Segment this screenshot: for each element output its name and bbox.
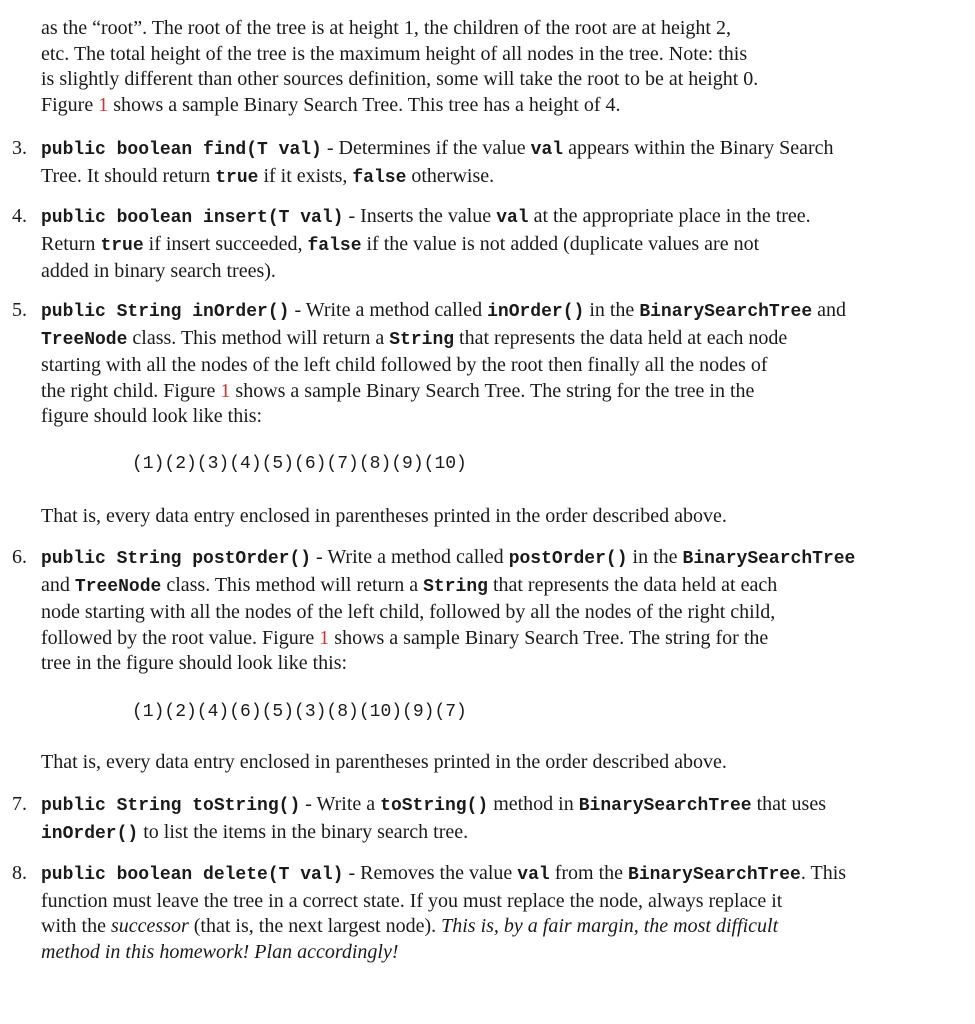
item-number: 6.	[12, 546, 27, 568]
method-signature: public boolean insert(T val)	[41, 208, 344, 228]
intro-line-1: as the “root”. The root of the tree is at height 1, the children of the root are at height 2,	[41, 17, 731, 39]
intro-paragraph	[41, 16, 913, 118]
inorder-explanation: That is, every data entry enclosed in parentheses printed in the order described above.	[41, 505, 727, 527]
item-body: public String postOrder() - Write a method called postOrder() in the BinarySearchTree and TreeNode class. This method will return a String that represents the data held at each node starting with all the nodes of the left child, followed by all the nodes of the right child, followed by the root value. Figure 1 shows a sample Binary Search Tree. The string for the tree in the figure should look like this:	[41, 546, 856, 674]
item-body: public String toString() - Write a toString() method in BinarySearchTree that uses inOrder() to list the items in the binary search tree.	[41, 793, 826, 844]
item-number: 7.	[12, 793, 27, 815]
figure-ref-link[interactable]: 1	[220, 379, 231, 402]
item-body: public boolean insert(T val) - Inserts the value val at the appropriate place in the tree. Return true if insert succeeded, false if the value is not added (duplicate values are not added in binary search trees).	[41, 205, 811, 282]
method-signature: public boolean find(T val)	[41, 140, 322, 160]
postorder-explanation: That is, every data entry enclosed in parentheses printed in the order described above.	[41, 751, 727, 773]
difficulty-warning: This is, by a fair margin, the most difficult	[441, 915, 779, 937]
method-signature: public String postOrder()	[41, 549, 312, 569]
item-number: 5.	[12, 299, 27, 321]
item-number: 8.	[12, 862, 27, 884]
item-body: public String inOrder() - Write a method called inOrder() in the BinarySearchTree and TreeNode class. This method will return a String that represents the data held at each node starting with all the nodes of the left child followed by the root then finally all the nodes of the right child. Figure 1 shows a sample Binary Search Tree. The string for the tree in the figure should look like this:	[41, 299, 847, 427]
method-signature: public String inOrder()	[41, 302, 290, 322]
intro-line-3: is slightly different than other sources definition, some will take the root to be at height 0.	[41, 68, 759, 90]
figure-ref-link[interactable]: 1	[319, 626, 330, 649]
item-number: 3.	[12, 137, 27, 159]
method-signature: public boolean delete(T val)	[41, 865, 344, 885]
inorder-example-output: (1)(2)(3)(4)(5)(6)(7)(8)(9)(10)	[132, 454, 467, 474]
difficulty-warning-cont: method in this homework! Plan accordingly!	[41, 940, 399, 963]
intro-line-4: Figure 1 shows a sample Binary Search Tree. This tree has a height of 4.	[41, 93, 621, 116]
figure-ref-link[interactable]: 1	[98, 93, 109, 116]
method-signature: public String toString()	[41, 796, 301, 816]
item-body: public boolean find(T val) - Determines if the value val appears within the Binary Search Tree. It should return true if it exists, false otherwise.	[41, 137, 834, 188]
item-number: 4.	[12, 205, 27, 227]
intro-line-2: etc. The total height of the tree is the maximum height of all nodes in the tree. Note: this	[41, 42, 748, 65]
item-body: public boolean delete(T val) - Removes the value val from the BinarySearchTree. This function must leave the tree in a correct state. If you must replace the node, always replace it with the successor (that is, the next largest node). This is, by a fair margin, the most difficult method in this homework! Plan accordingly!	[41, 862, 847, 963]
postorder-example-output: (1)(2)(4)(6)(5)(3)(8)(10)(9)(7)	[132, 702, 467, 722]
